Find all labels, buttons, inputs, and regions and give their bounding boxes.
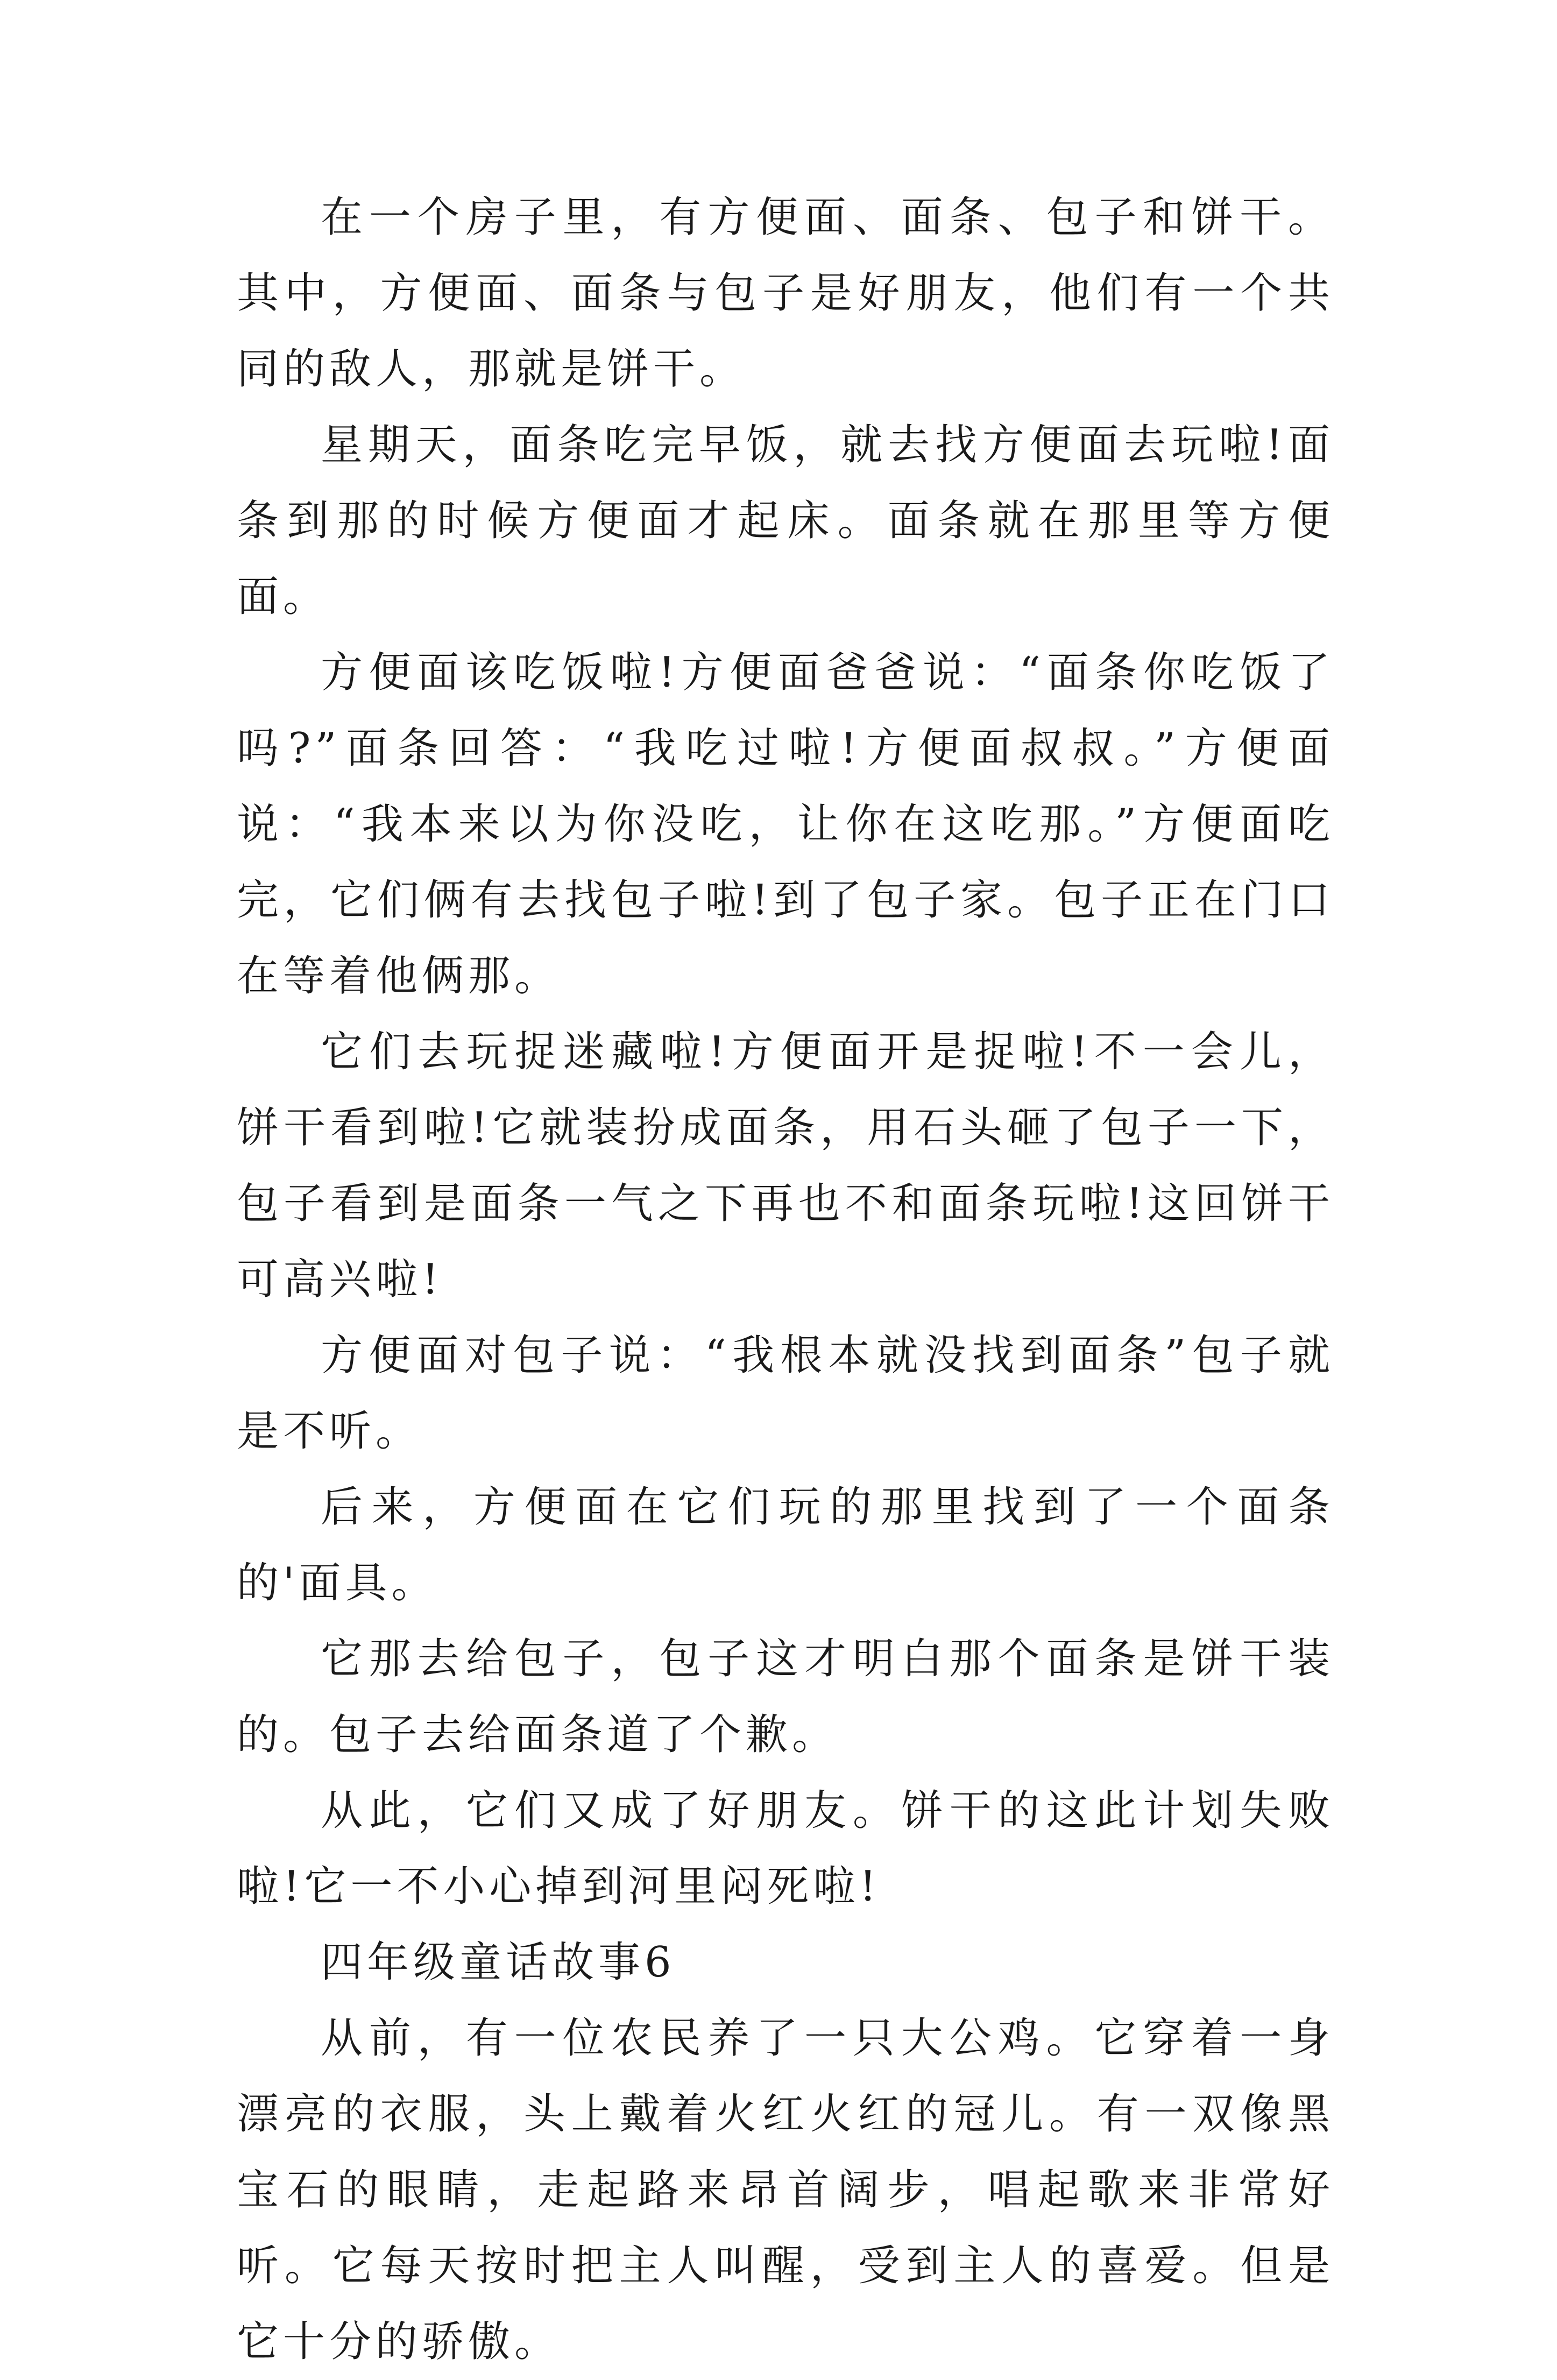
paragraph: 方便面该吃饭啦!方便面爸爸说：“面条你吃饭了吗?”面条回答：“我吃过啦!方便面叔叔。”方便面说：“我本来以为你没吃，让你在这吃那。”方便面吃完，它们俩有去找包子啦!到了包子家。包子正在门口在等着他俩那。 [237, 648, 1334, 1000]
document-body [237, 180, 1334, 2380]
paragraph: 星期天，面条吃完早饭，就去找方便面去玩啦!面条到那的时候方便面才起床。面条就在那里等方便面。 [237, 421, 1334, 621]
paragraph: 方便面对包子说：“我根本就没找到面条”包子就是不听。 [237, 1331, 1334, 1456]
paragraph: 它那去给包子，包子这才明白那个面条是饼干装的。包子去给面条道了个歉。 [237, 1635, 1334, 1759]
paragraph: 它们去玩捉迷藏啦!方便面开是捉啦!不一会儿，饼干看到啦!它就装扮成面条，用石头砸了包子一下，包子看到是面条一气之下再也不和面条玩啦!这回饼干可高兴啦! [237, 1028, 1334, 1304]
section-heading: 四年级童话故事6 [321, 1938, 676, 1987]
paragraph: 从前，有一位农民养了一只大公鸡。它穿着一身漂亮的衣服，头上戴着火红火红的冠儿。有一双像黑宝石的眼睛，走起路来昂首阔步，唱起歌来非常好听。它每天按时把主人叫醒，受到主人的喜爱。但是它十分的骄傲。 [237, 2014, 1334, 2366]
paragraph: 后来，方便面在它们玩的那里找到了一个面条的'面具。 [237, 1483, 1334, 1607]
paragraph: 在一个房子里，有方便面、面条、包子和饼干。其中，方便面、面条与包子是好朋友，他们有一个共同的敌人，那就是饼干。 [237, 193, 1334, 393]
paragraph: 从此，它们又成了好朋友。饼干的这此计划失败啦!它一不小心掉到河里闷死啦! [237, 1786, 1334, 1911]
